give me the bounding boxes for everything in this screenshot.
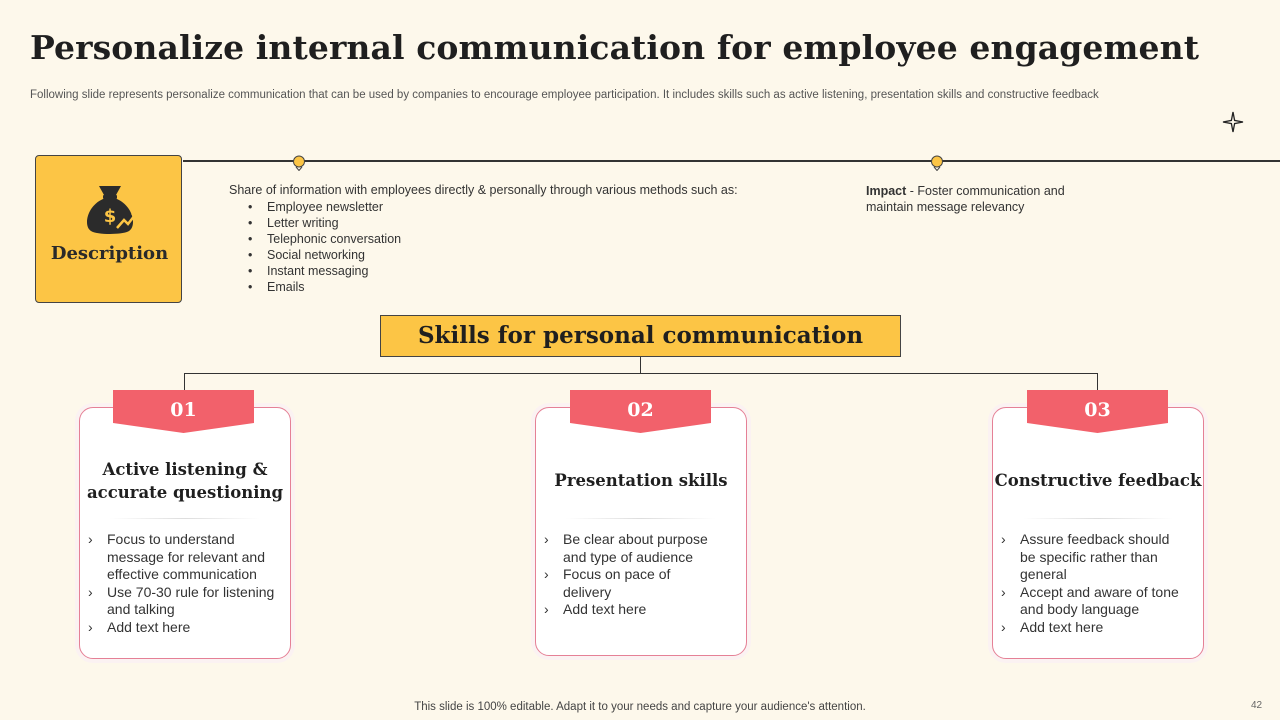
skill-card-presentation [535, 407, 747, 656]
list-item: › Assure feedback should be specific rather than general [1001, 531, 1170, 583]
card-title: Constructive feedback [994, 471, 1202, 490]
list-item: • Emails [248, 280, 305, 294]
card-list [544, 531, 714, 619]
list-item: › Focus on pace of delivery [544, 566, 671, 600]
page-title: Personalize internal communication for employee engagement [30, 28, 1200, 67]
list-item: • Employee newsletter [248, 200, 384, 214]
card-number: 01 [170, 399, 197, 421]
list-item: • Letter writing [248, 216, 339, 230]
skills-heading: Skills for personal communication [380, 315, 901, 357]
svg-text:$: $ [103, 206, 117, 227]
list-item: • Social networking [248, 248, 365, 262]
ribbon-number-wrap [1027, 390, 1168, 433]
list-item: › Be clear about purpose and type of audience [544, 531, 708, 565]
connector-line [184, 373, 185, 390]
list-item: • Telephonic conversation [248, 232, 402, 246]
footer-note: This slide is 100% editable. Adapt it to your needs and capture your audience's attention. [414, 701, 866, 713]
card-list [88, 531, 278, 637]
skill-card-active-listening [79, 407, 291, 659]
connector-line [640, 357, 641, 373]
page-subtitle: Following slide represents personalize communication that can be used by companies to encourage employee participation. It includes skills such as active listening, presentation skills and constructive feedback [30, 89, 1099, 101]
list-item: › Focus to understand message for relevant and effective communication [88, 531, 265, 583]
description-list [248, 199, 401, 295]
ribbon-number-wrap [113, 390, 254, 433]
location-pin-icon [292, 155, 306, 171]
card-title: Presentation skills [554, 471, 728, 490]
card-list [1001, 531, 1186, 637]
money-bag-icon [83, 182, 137, 236]
description-intro: Share of information with employees directly & personally through various methods such as: [229, 183, 738, 197]
card-divider [566, 518, 716, 519]
card-divider [1023, 518, 1173, 519]
card-number: 03 [1084, 399, 1111, 421]
impact-text: Impact - Foster communication and maintain message relevancy [866, 184, 1065, 214]
list-item: › Use 70-30 rule for listening and talking [88, 583, 275, 618]
description-box [35, 155, 182, 303]
connector-line [1097, 373, 1098, 390]
description-label: Description [50, 243, 169, 264]
location-pin-icon [930, 155, 944, 171]
card-number: 02 [627, 399, 654, 421]
page-number: 42 [1251, 700, 1263, 711]
list-item: › Accept and aware of tone and body language [1001, 583, 1179, 618]
sparkle-icon [1222, 111, 1244, 133]
ribbon-number-wrap [570, 390, 711, 433]
list-item: • Instant messaging [248, 264, 369, 278]
skill-card-constructive-feedback [992, 407, 1204, 659]
timeline-line [183, 160, 1280, 162]
list-item: › Add text here [88, 618, 191, 635]
card-title: Active listening & accurate questioning [86, 460, 284, 502]
list-item: › Add text here [1001, 618, 1104, 635]
impact-label: Impact [866, 184, 907, 198]
card-divider [110, 518, 260, 519]
list-item: › Add text here [544, 601, 647, 618]
connector-line [184, 373, 1097, 374]
